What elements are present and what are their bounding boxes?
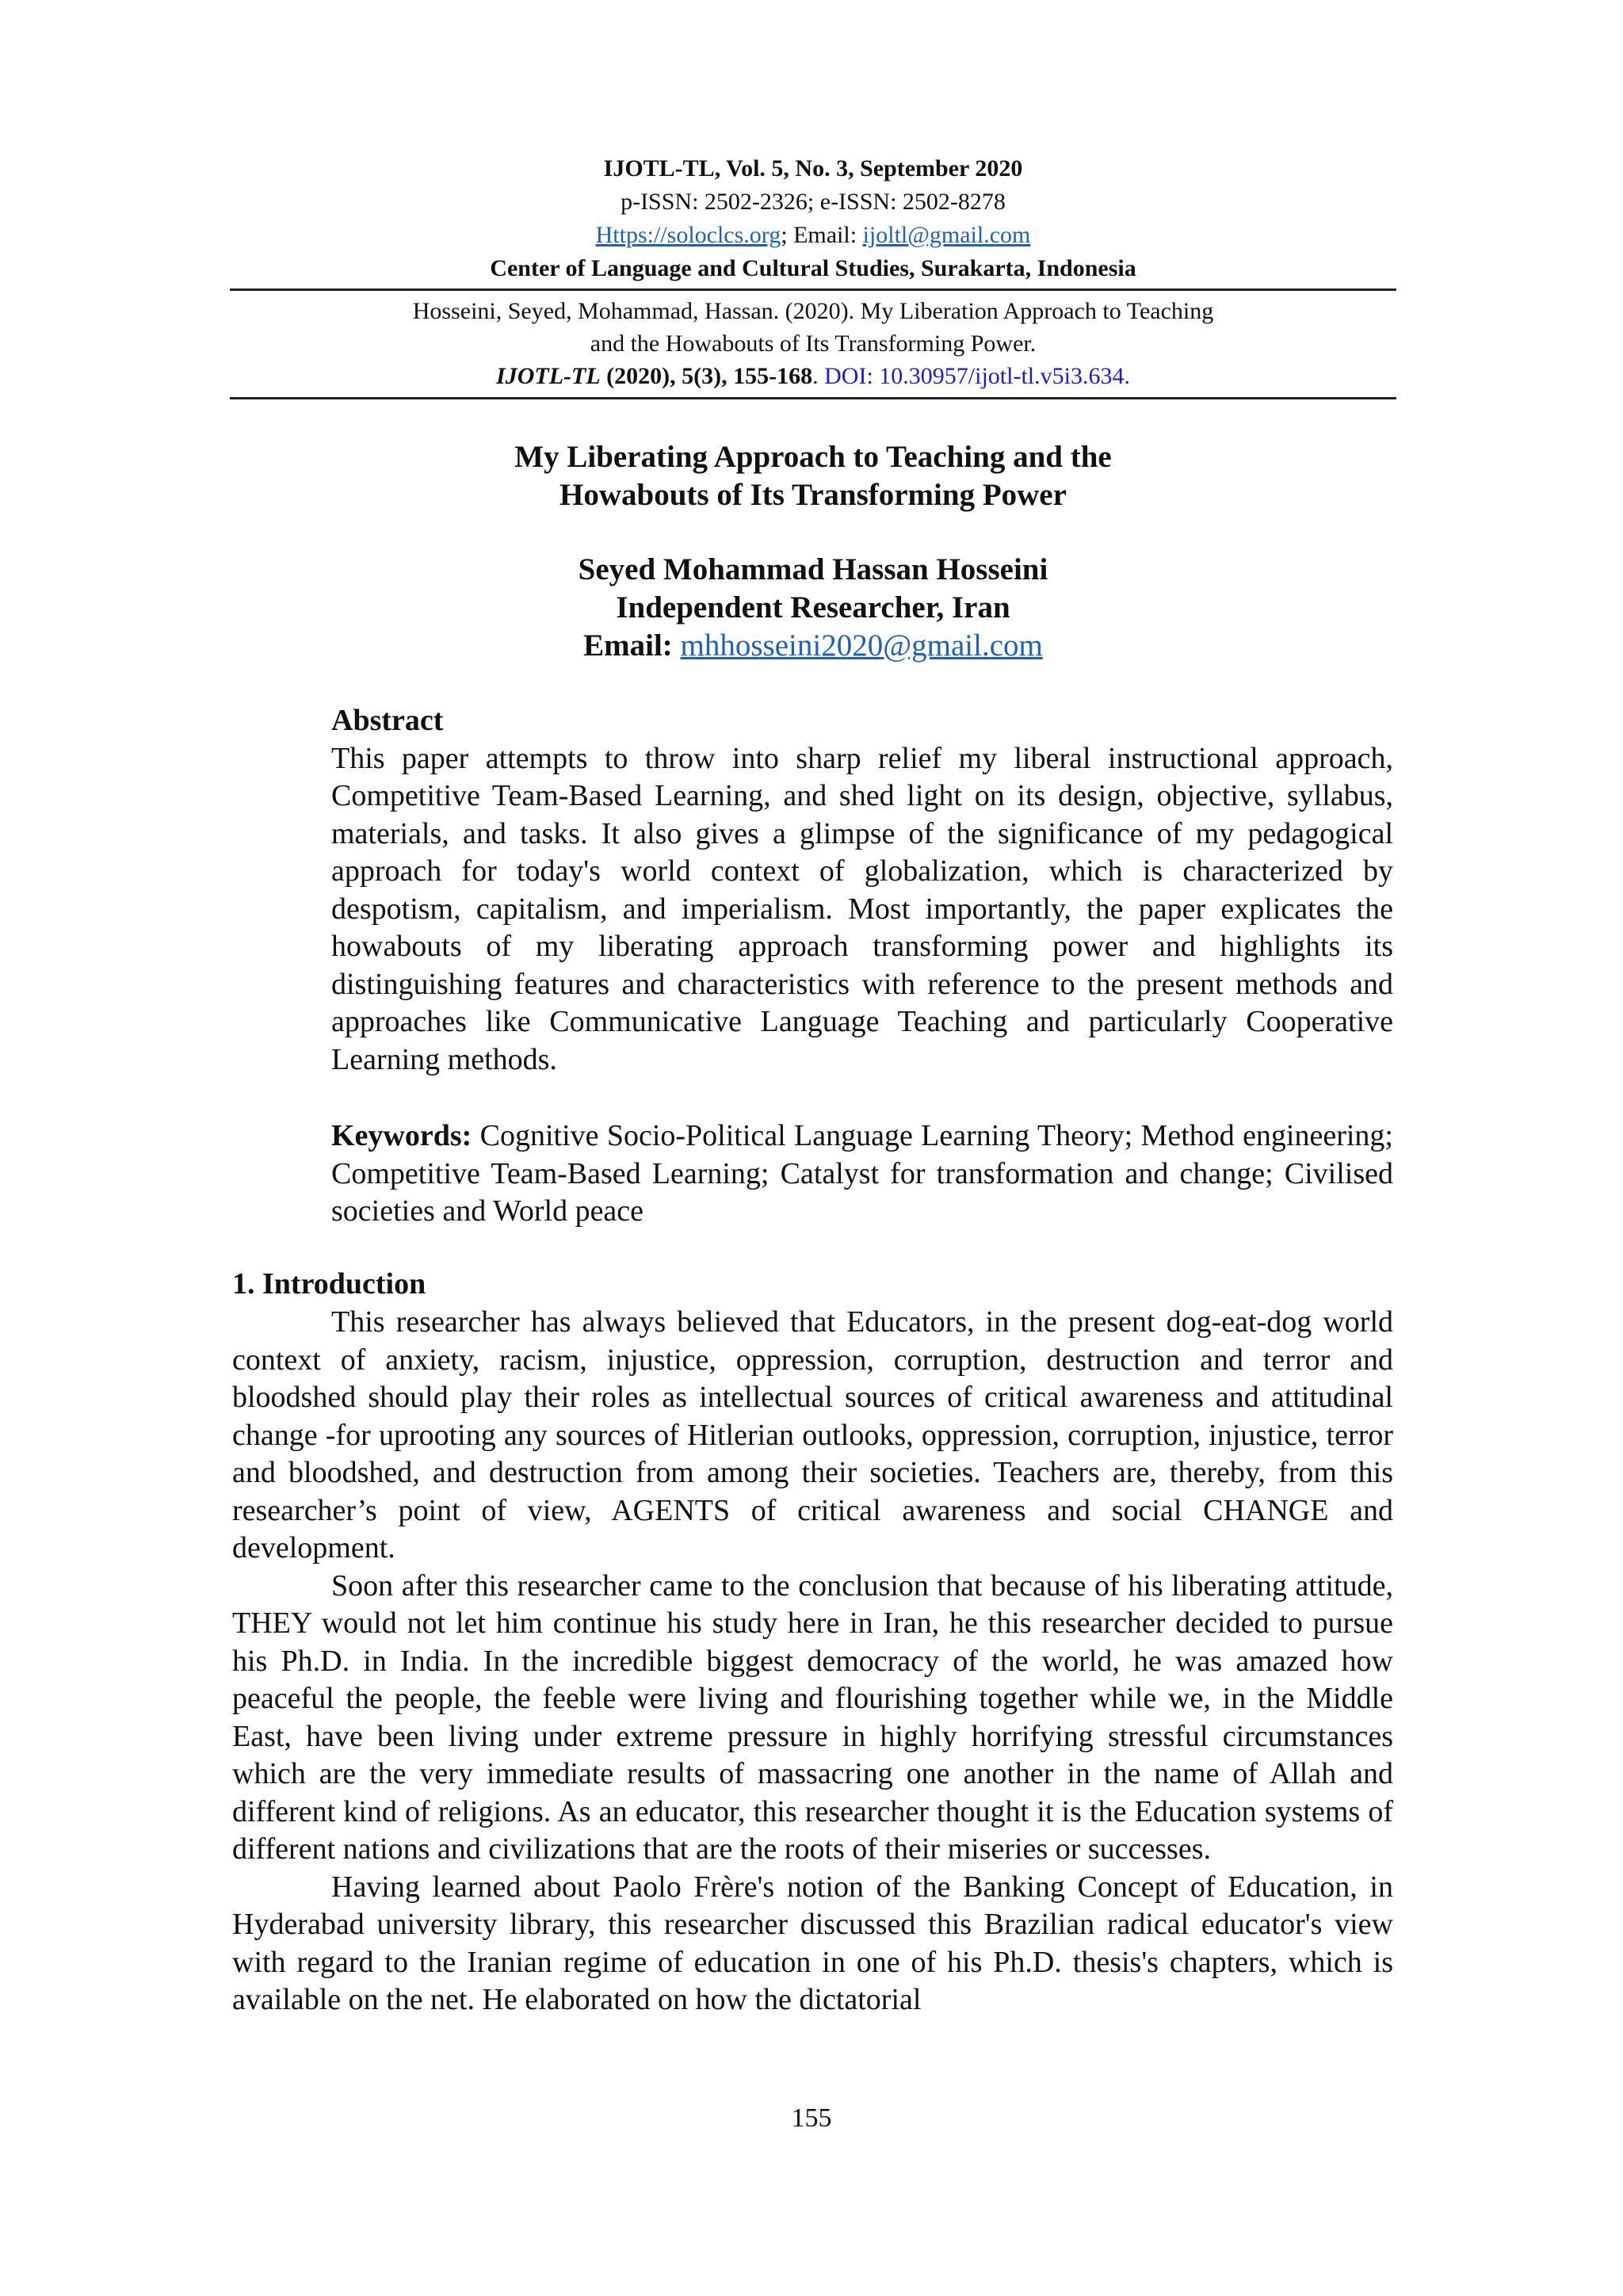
author-email-link[interactable]: mhhosseini2020@gmail.com — [680, 628, 1043, 663]
journal-website-link[interactable]: Https://soloclcs.org — [595, 222, 781, 248]
center-line: Center of Language and Cultural Studies, Surakarta, Indonesia — [490, 255, 1136, 281]
header-rule-top — [230, 288, 1396, 291]
citation-line-3 — [230, 360, 1396, 392]
header-rule-bottom — [230, 397, 1396, 399]
abstract-text: This paper attempts to throw into sharp relief my liberal instructional approach, Competitive Team-Based Learning, and shed light on its design, objective, syllabus, materials, and tasks. It also gives a glimpse of the significance of my pedagogical approach for today's world context of globalization, which is characterized by despotism, capitalism, and imperialism. Most importantly, the paper explicates the howabouts of my liberating approach transforming power and highlights its distinguishing features and characteristics with reference to the present methods and approaches like Communicative Language Teaching and particularly Cooperative Learning methods. — [331, 741, 1393, 1076]
abstract-heading: Abstract — [331, 704, 444, 737]
citation-journal: IJOTL-TL — [496, 363, 601, 389]
intro-paragraph: Having learned about Paolo Frère's notion of the Banking Concept of Education, in Hyderabad university library, this researcher discussed this Brazilian radical educator's view with regard to the Iranian regime of education in one of his Ph.D. thesis's chapters, which is available on the net. He elaborated on how the dictatorial — [232, 1870, 1393, 2016]
introduction-heading: 1. Introduction — [232, 1267, 426, 1301]
website-email-line — [230, 219, 1396, 252]
title-line-1: My Liberating Approach to Teaching and the — [514, 440, 1112, 474]
author-email-label: Email: — [583, 628, 681, 663]
issn-line: p-ISSN: 2502-2326; e-ISSN: 2502-8278 — [621, 189, 1006, 215]
keywords-text: Cognitive Socio-Political Language Learning Theory; Method engineering; Competitive Team-Based Learning; Catalyst for transformation and change; Civilised societies and World peace — [331, 1119, 1393, 1228]
author-affiliation: Independent Researcher, Iran — [616, 590, 1010, 625]
citation-line-2: and the Howabouts of Its Transforming Power. — [590, 330, 1037, 357]
journal-volume-line: IJOTL-TL, Vol. 5, No. 3, September 2020 — [603, 155, 1023, 181]
citation-block — [230, 295, 1396, 392]
citation-period: . — [812, 363, 825, 389]
citation-volume: (2020), 5(3), 155-168 — [600, 363, 813, 389]
citation-line-1: Hosseini, Seyed, Mohammad, Hassan. (2020). My Liberation Approach to Teaching — [412, 298, 1214, 324]
doi-link[interactable]: DOI: 10.30957/ijotl-tl.v5i3.634. — [824, 363, 1130, 389]
journal-email-link[interactable]: ijoltl@gmail.com — [862, 222, 1031, 248]
introduction-body — [232, 1304, 1393, 2019]
intro-paragraph: This researcher has always believed that Educators, in the present dog-eat-dog world context of anxiety, racism, injustice, oppression, corruption, destruction and terror and bloodshed should play their roles as intellectual sources of critical awareness and attitudinal change -for uprooting any sources of Hitlerian outlooks, oppression, corruption, injustice, terror and bloodshed, and destruction from among their societies. Teachers are, thereby, from this researcher’s point of view, AGENTS of critical awareness and social CHANGE and development. — [232, 1305, 1393, 1564]
paper-title — [230, 438, 1396, 514]
title-line-2: Howabouts of Its Transforming Power — [559, 478, 1067, 512]
abstract-section — [331, 702, 1393, 1079]
journal-header — [230, 152, 1396, 285]
intro-paragraph: Soon after this researcher came to the conclusion that because of his liberating attitude, THEY would not let him continue his study here in Iran, he this researcher decided to pursue his Ph.D. in India. In the incredible biggest democracy of the world, he was amazed how peaceful the people, the feeble were living and flourishing together while we, in the Middle East, have been living under extreme pressure in highly horrifying stressful circumstances which are the very immediate results of massacring one another in the name of Allah and different kind of religions. As an educator, this researcher thought it is the Education systems of different nations and civilizations that are the roots of their miseries or successes. — [232, 1568, 1393, 1866]
email-label: ; Email: — [781, 222, 863, 248]
keywords-label: Keywords: — [331, 1119, 472, 1152]
author-name: Seyed Mohammad Hassan Hosseini — [578, 552, 1048, 586]
keywords-section — [331, 1117, 1393, 1231]
page-number: 155 — [791, 2103, 832, 2133]
author-block — [230, 551, 1396, 665]
author-email-line — [230, 627, 1396, 665]
